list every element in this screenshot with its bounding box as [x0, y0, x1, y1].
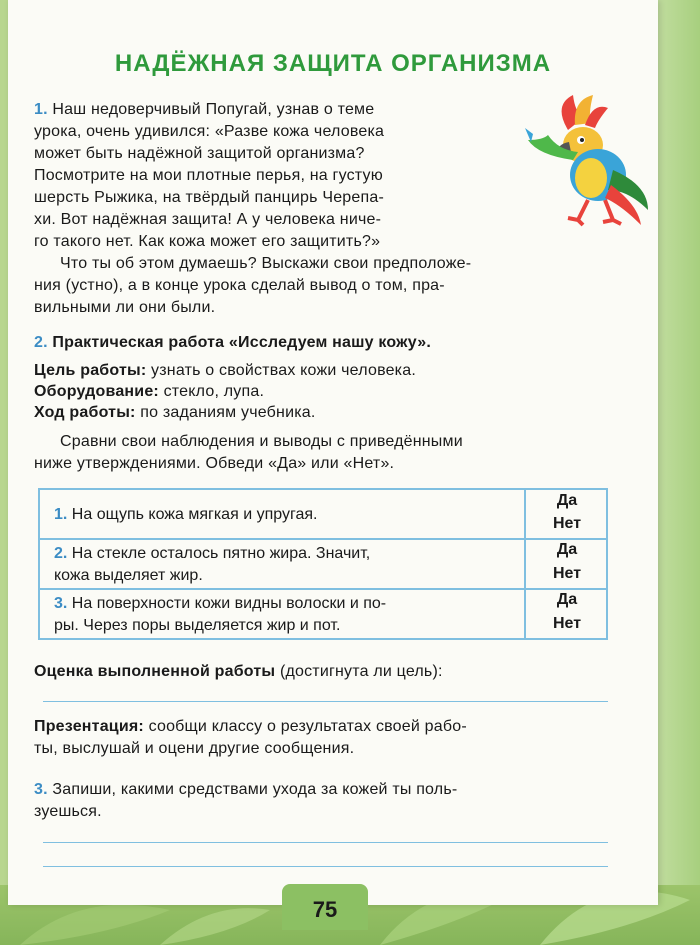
task1-question-2: вильными ли они были. — [34, 299, 216, 316]
no-option[interactable]: Нет — [552, 515, 582, 532]
yes-option[interactable]: Да — [556, 591, 578, 608]
task3-answer-line[interactable] — [43, 866, 608, 867]
task2-compare-0: Сравни свои наблюдения и выводы с приведёнными — [60, 433, 463, 450]
yes-option[interactable]: Да — [556, 492, 578, 509]
task3-number: 3. — [34, 781, 48, 798]
answer-cell — [524, 490, 608, 538]
answer-cell — [524, 540, 608, 588]
task2-compare-1: ниже утверждениями. Обведи «Да» или «Нет». — [34, 455, 395, 472]
task1-question-0: Что ты об этом думаешь? Выскажи свои предположе- — [60, 255, 472, 272]
no-option[interactable]: Нет — [552, 615, 582, 632]
parrot-illustration — [513, 90, 653, 240]
table-row — [40, 590, 606, 640]
task1-line-6: го такого нет. Как кожа может его защитить?» — [34, 233, 381, 250]
task2-process: Ход работы: по заданиям учебника. — [34, 404, 316, 421]
evaluation-answer-line[interactable] — [43, 701, 608, 702]
evaluation-prompt: Оценка выполненной работы (достигнута ли цель): — [34, 663, 443, 680]
statement-text: 1. На ощупь кожа мягкая и упругая. — [54, 506, 318, 523]
presentation-prompt: Презентация: сообщи классу о результатах своей рабо- — [34, 718, 467, 735]
yes-option[interactable]: Да — [556, 541, 578, 558]
task1-line-0: 1. Наш недоверчивый Попугай, узнав о теме — [34, 101, 375, 118]
task1-line-5: хи. Вот надёжная защита! А у человека ниче- — [34, 211, 382, 228]
task2-goal: Цель работы: узнать о свойствах кожи человека. — [34, 362, 416, 379]
table-row — [40, 540, 606, 590]
task1-line-3: Посмотрите на мои плотные перья, на густую — [34, 167, 383, 184]
page-number: 75 — [282, 884, 368, 930]
task1-line-1: урока, очень удивился: «Разве кожа человека — [34, 123, 385, 140]
statement-text: 3. На поверхности кожи видны волоски и по- ры. Через поры выделяется жир и пот. — [54, 595, 387, 634]
task1-question-1: ния (устно), а в конце урока сделай вывод о том, пра- — [34, 277, 445, 294]
task1-number: 1. — [34, 101, 48, 118]
task1-line-4: шерсть Рыжика, на твёрдый панцирь Черепа- — [34, 189, 384, 206]
textbook-page — [8, 0, 658, 905]
page-title: НАДЁЖНАЯ ЗАЩИТА ОРГАНИЗМА — [114, 50, 552, 77]
statement-text: 2. На стекле осталось пятно жира. Значит, кожа выделяет жир. — [54, 545, 371, 584]
task1-line-2: может быть надёжной защитой организма? — [34, 145, 365, 162]
task2-heading: 2. Практическая работа «Исследуем нашу кожу». — [34, 334, 431, 351]
table-row — [40, 490, 606, 540]
statements-table — [38, 488, 608, 640]
presentation-prompt-2: ты, выслушай и оцени другие сообщения. — [34, 740, 355, 757]
task3-answer-line[interactable] — [43, 842, 608, 843]
task2-number: 2. — [34, 334, 48, 351]
task2-equipment: Оборудование: стекло, лупа. — [34, 383, 265, 400]
answer-cell — [524, 590, 608, 640]
task3-line-2: зуешься. — [34, 803, 102, 820]
task3-line-1: 3. Запиши, какими средствами ухода за кожей ты поль- — [34, 781, 458, 798]
no-option[interactable]: Нет — [552, 565, 582, 582]
